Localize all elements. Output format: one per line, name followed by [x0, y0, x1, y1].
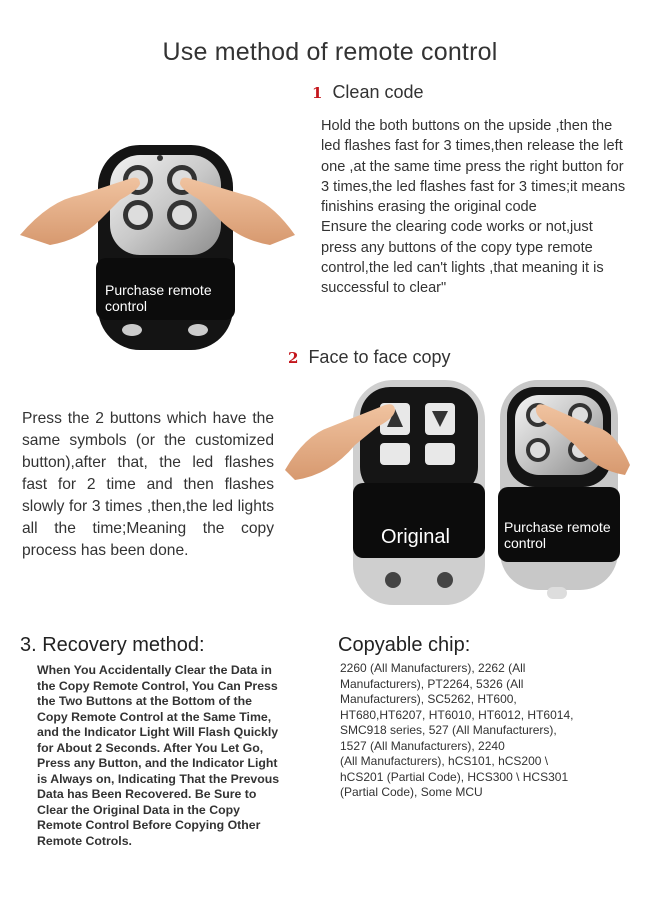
face-copy-illustration	[285, 375, 630, 615]
step2-number: 2	[288, 349, 299, 367]
step2-title: Face to face copy	[308, 347, 451, 367]
step1-title: Clean code	[332, 82, 424, 102]
page-title: Use method of remote control	[162, 38, 498, 66]
remote-metal-plate	[110, 155, 221, 255]
recovery-text: When You Accidentally Clear the Data in the Copy Remote Control, You Can Press the Two Buttons at the Bottom of the Copy Remote Control at the Same Time, and the Indicator Light Will Flash Quickly for About 2 Seconds. After You Let Go, Press any Button, and the Indicator Light is Always on, Indicating That the Prevous Data has Been Recovered. Be Sure to Clear the Original Data in the Copy Remote Control Before Copying Other Remote Cotrols.	[37, 663, 280, 848]
step1-paragraph: Ensure the clearing code works or not,just press any buttons of the copy type remote control,the led can't lights ,that meaning it is successful to clear"	[321, 219, 604, 297]
purchase-remote-label: Purchase remote control	[105, 282, 212, 314]
step2-heading	[288, 347, 451, 368]
chips-heading: Copyable chip:	[338, 634, 471, 656]
clean-code-illustration	[20, 140, 295, 355]
step2-instructions: Press the 2 buttons which have the same symbols (or the customized button),after that, the led flashes fast for 2 time and then flashes slowly for 3 times ,then,the led lights all the time;Meaning the copy process has been done.	[22, 410, 274, 559]
original-label: Original	[381, 526, 450, 548]
chips-list	[340, 661, 580, 801]
step1-instructions	[321, 116, 631, 299]
original-button-light	[425, 443, 455, 465]
recovery-heading: 3. Recovery method:	[20, 634, 205, 656]
step1-paragraph: Hold the both buttons on the upside ,then the led flashes fast for 3 times,then release the left one ,at the same time press the right button for 3 times,the led flashes fast for 3 times;it means finishins erasing the original code	[321, 118, 626, 216]
chips-text: 2260 (All Manufacturers), 2262 (All Manufacturers), PT2264, 5326 (All Manufacturers), SC5262, HT600, HT680,HT6207, HT6010, HT6012, HT6014, SMC918 series, 527 (All Manufacturers), 1527 (All Manufacturers), 2240 (All Manufacturers), hCS101, hCS200 \ hCS201 (Partial Code), HCS300 \ HCS301 (Partial Code), Some MCU	[340, 661, 574, 799]
original-button-stop	[380, 443, 410, 465]
led-indicator	[157, 155, 163, 161]
step1-heading	[312, 82, 424, 103]
step1-number: 1	[312, 84, 323, 102]
purchase-remote-label-2: Purchase remote control	[504, 519, 611, 551]
